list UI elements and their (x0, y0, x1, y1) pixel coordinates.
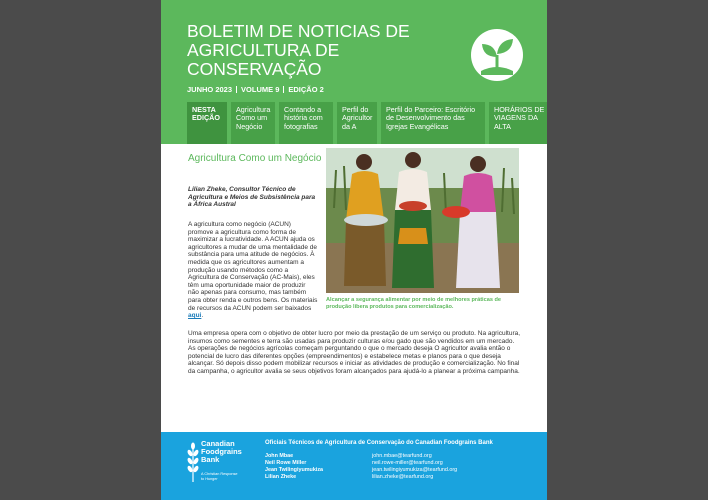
nav-item-agricultura-negocio[interactable]: Agricultura Como um Negócio (231, 102, 275, 144)
article-byline: Lilian Zheke, Consultor Técnico de Agricultura e Meios de Subsistência para a África Austral (188, 186, 316, 209)
issue-edition: EDIÇÃO 2 (288, 85, 324, 94)
newsletter-page (161, 0, 547, 500)
nav-item-perfil-agricultor[interactable]: Perfil do Agricultor da A (337, 102, 377, 144)
officer-name: Neil Rowe Miller (265, 460, 307, 466)
nav-item-perfil-parceiro[interactable]: Perfil do Parceiro: Escritório de Desenvolvimento das Igrejas Evangélicas (381, 102, 485, 144)
article-title: Agricultura Como um Negócio (188, 153, 322, 164)
issue-info (187, 85, 324, 94)
org-tagline: A Christian Response to Hunger (201, 472, 238, 481)
nav-item-fotografias[interactable]: Contando a história com fotografias (279, 102, 333, 144)
farmers-photo (326, 148, 519, 293)
officer-name: John Mbae (265, 453, 294, 459)
footer-title: Oficiais Técnicos de Agricultura de Conservação do Canadian Foodgrains Bank (265, 440, 493, 446)
officer-email[interactable]: neil.rowe-miller@tearfund.org (372, 460, 443, 466)
officer-name: Jean Twilingiyumukiza (265, 467, 324, 473)
nav-item-horarios-viagens[interactable]: HORÁRIOS DE VIAGENS DA ALTA (489, 102, 547, 144)
nav-item-nesta-edicao[interactable]: NESTA EDIÇÃO (187, 102, 227, 144)
wheat-icon (187, 442, 199, 482)
resources-link[interactable]: aqui (188, 312, 202, 320)
cfgb-logo (187, 440, 257, 496)
photo-caption: Alcançar a segurança alimentar por meio de melhores práticas de produção libera produtos para comercialização. (326, 297, 502, 310)
issue-volume: VOLUME 9 (241, 85, 280, 94)
article-body: Uma empresa opera com o objetivo de obter lucro por meio da prestação de um serviço ou produto. Na agricultura, insumos como sementes e terra são usadas para produzir culturas e/ou gado que são vendidos em um mercado. As operações de negócios agrícolas começam perguntando o que o mercado deseja O agricultor avalia então o potencial de lucro das diferentes opções (empreendimentos) e estabelece metas e planos para o que deseja alcançar. Só depois disso podem mobilizar recursos e iniciar as atividades de produção e comercialização. No final da campanha, o agricultor avalia se seus objetivos foram alcançados para ajudá-lo a planear a próxima campanha. (188, 330, 521, 375)
officer-email[interactable]: lilian.zheke@tearfund.org (372, 474, 434, 480)
officer-name: Lilian Zheke (265, 474, 297, 480)
plant-sprout-icon (469, 27, 525, 83)
issue-date: JUNHO 2023 (187, 85, 233, 94)
newsletter-footer (161, 432, 547, 500)
org-name: Canadian Foodgrains Bank (201, 439, 242, 464)
officer-email[interactable]: jean.twilingiyumukiza@tearfund.org (372, 467, 458, 473)
article-intro: A agricultura como negócio (ACUN) promove a agricultura como forma de maximizar a lucratividade. A ACUN ajuda os agricultores a mudar de uma mentalidade de substância para uma atitude de negócios. À medida que os agricultores aumentam a produção usando métodos como a Agricultura de Conservação (AC-Mais), eles têm uma oportunidade maior de produzir não apenas para consumo, mas também para obter renda e outros bens. Os materiais de recursos da ACUN podem ser baixados aqui. (188, 221, 318, 320)
officer-email[interactable]: john.mbae@tearfund.org (372, 453, 432, 459)
officer-names (265, 453, 323, 481)
newsletter-header (161, 0, 547, 144)
officer-emails (372, 453, 457, 481)
newsletter-title: BOLETIM DE NOTICIAS DE AGRICULTURA DE CONSERVAÇÃO (187, 21, 410, 79)
